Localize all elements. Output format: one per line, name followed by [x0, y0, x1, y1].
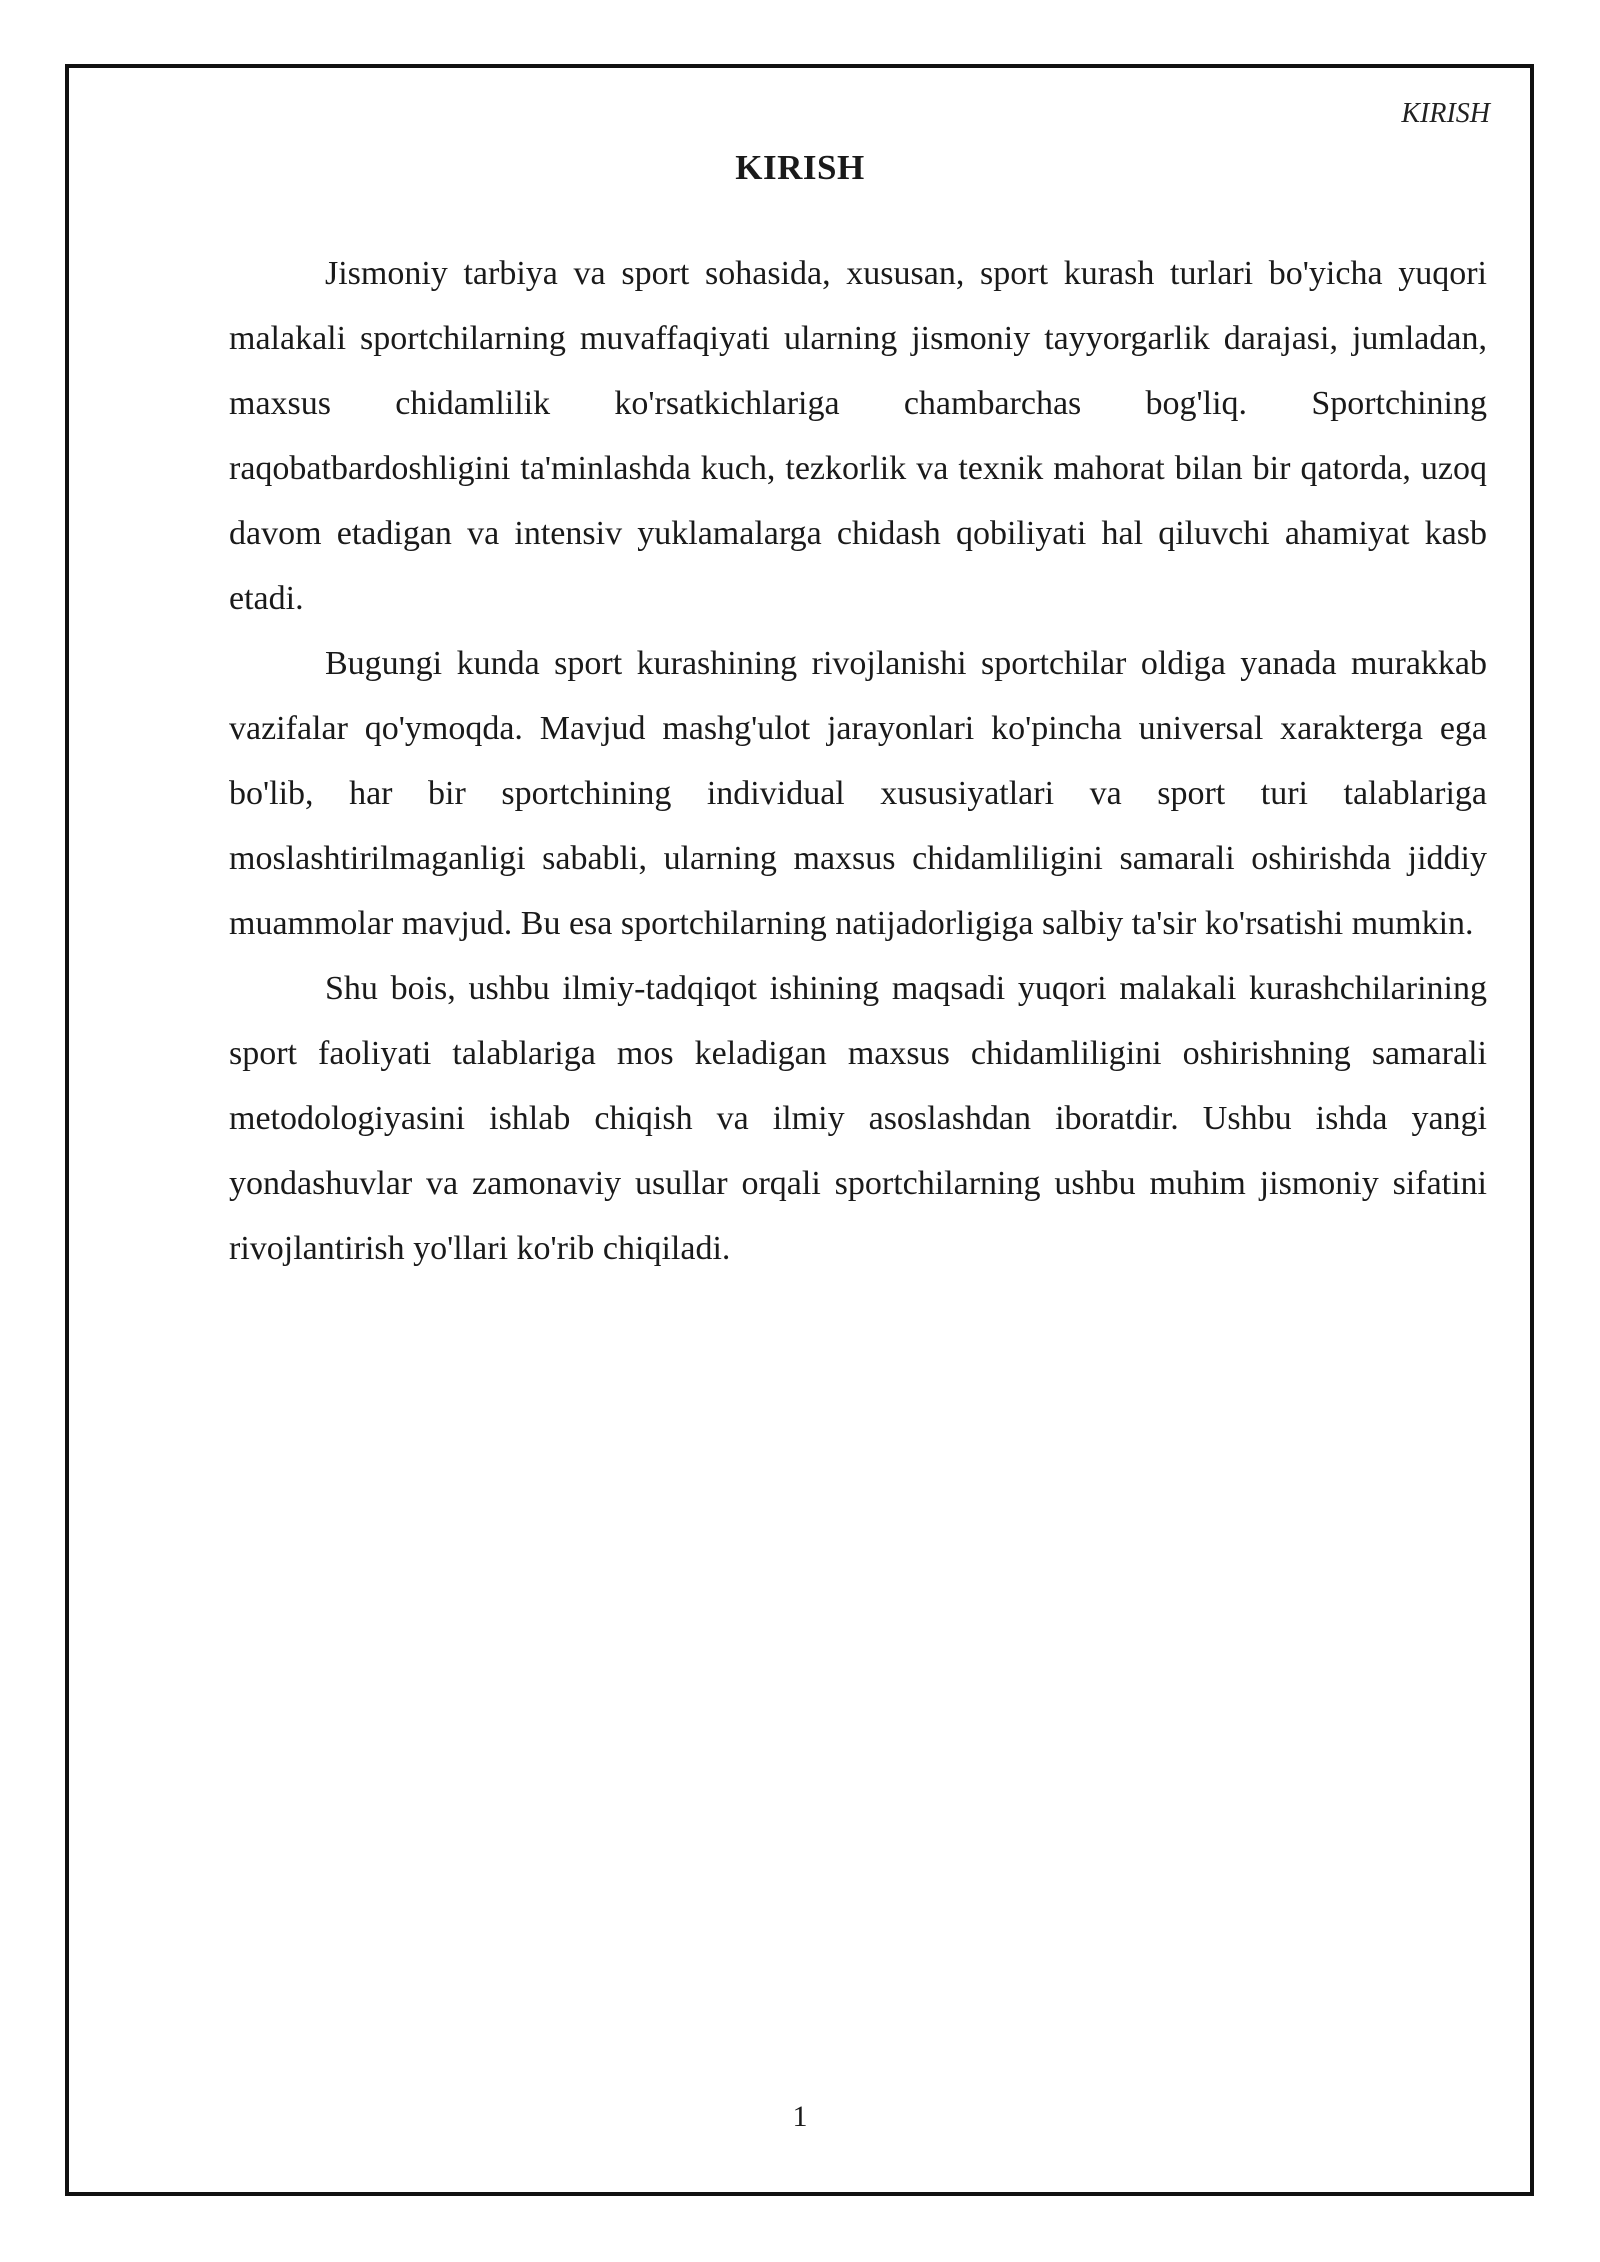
- running-header: KIRISH: [1401, 98, 1490, 129]
- body-text: [229, 241, 1487, 1281]
- page-title: KIRISH: [735, 148, 865, 187]
- paragraph-2: Bugungi kunda sport kurashining rivojlanishi sportchilar oldiga yanada murakkab vazifalar qo'ymoqda. Mavjud mashg'ulot jarayonlari ko'pincha universal xarakterga ega bo'lib, har bir sportchining individual xususiyatlari va sport turi talablariga moslashtirilmaganligi sababli, ularning maxsus chidamliligini samarali oshirishda jiddiy muammolar mavjud. Bu esa sportchilarning natijadorligiga salbiy ta'sir ko'rsatishi mumkin.: [229, 645, 1487, 942]
- paragraph-1: Jismoniy tarbiya va sport sohasida, xususan, sport kurash turlari bo'yicha yuqori malakali sportchilarning muvaffaqiyati ularning jismoniy tayyorgarlik darajasi, jumladan, maxsus chidamlilik ko'rsatkichlariga chambarchas bog'liq. Sportchining raqobatbardoshligini ta'minlashda kuch, tezkorlik va texnik mahorat bilan bir qatorda, uzoq davom etadigan va intensiv yuklamalarga chidash qobiliyati hal qiluvchi ahamiyat kasb etadi.: [229, 255, 1487, 617]
- paragraph-3: Shu bois, ushbu ilmiy-tadqiqot ishining maqsadi yuqori malakali kurashchilarining sport faoliyati talablariga mos keladigan maxsus chidamliligini oshirishning samarali metodologiyasini ishlab chiqish va ilmiy asoslashdan iboratdir. Ushbu ishda yangi yondashuvlar va zamonaviy usullar orqali sportchilarning ushbu muhim jismoniy sifatini rivojlantirish yo'llari ko'rib chiqiladi.: [229, 970, 1487, 1267]
- page-number: 1: [792, 2100, 808, 2133]
